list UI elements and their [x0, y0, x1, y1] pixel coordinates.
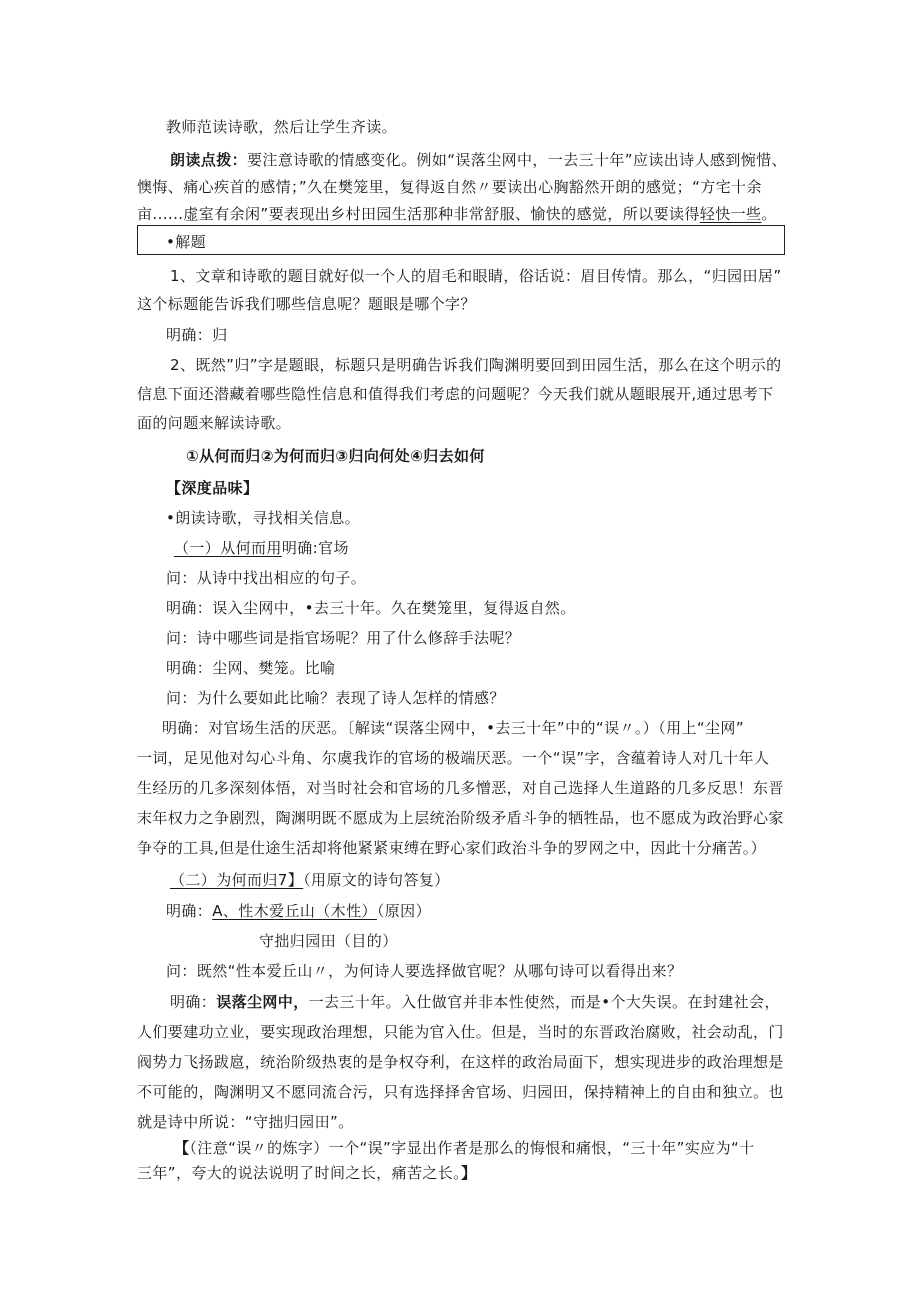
paragraph-line: 阀势力飞扬跋扈，统治阶级热衷的是争权夺利，在这样的政治局面下，想实现进步的政治理想是 — [137, 1053, 784, 1071]
underlined-text: 轻快一些 — [699, 205, 762, 223]
text-run: （用原文的诗句答复） — [303, 871, 450, 889]
text-run: 一去三十年。入仕做官并非本性使然，而是•个大失误。在封建社会， — [308, 993, 780, 1011]
paragraph-line — [174, 538, 349, 558]
reading-tip-label: 朗读点拨： — [170, 151, 248, 169]
text-run: （原因） — [376, 902, 431, 920]
text-run: 。 — [761, 205, 777, 223]
text-run: 明确:官场 — [281, 539, 349, 557]
question-list: ①从何而归②为何而归③归向何处④归去如何 — [186, 447, 485, 465]
paragraph-line — [170, 870, 450, 890]
paragraph-line: 明确：对官场生活的厌恶。〔解读“误落尘网中，•去三十年”中的“误〃。）（用上“尘网” — [162, 719, 745, 737]
text-run: 明确： — [166, 902, 213, 920]
paragraph-line — [137, 1163, 476, 1183]
paragraph-line — [170, 150, 787, 170]
paragraph-line: 生经历的几多深刻体悟，对当时社会和官场的几多憎恶，对自己选择人生道路的几多反思！东晋 — [137, 779, 784, 797]
paragraph-line: 信息下面还潜藏着哪些隐性信息和值得我们考虑的问题呢？今天我们就从题眼展开,通过思考下 — [137, 385, 774, 403]
bracket: 】 — [461, 1164, 477, 1182]
section-heading: •解题 — [166, 233, 207, 251]
paragraph-line: 明确：误入尘网中，•去三十年。久在樊笼里，复得返自然。 — [166, 599, 576, 617]
subheading: （一）从何而用 — [174, 539, 282, 557]
paragraph-line — [166, 901, 431, 921]
paragraph-line: 人们要建功立业，要实现政治理想，只能为官入仕。但是，当时的东晋政治腐败，社会动乱，门 — [137, 1023, 784, 1041]
paragraph-line: 教师范读诗歌，然后让学生齐读。 — [166, 118, 398, 136]
paragraph-line: 面的问题来解读诗歌。 — [137, 414, 292, 432]
paragraph-line: 1、文章和诗歌的题目就好似一个人的眉毛和眼睛，俗话说：眉目传情。那么，“归园田居” — [170, 267, 782, 285]
paragraph-line: 问：从诗中找出相应的句子。 — [166, 569, 367, 587]
text-run: 三年”，夸大的说法说明了时间之长，痛苦之长。 — [137, 1164, 462, 1182]
subheading: （二）为何而归7】 — [170, 871, 304, 889]
paragraph-line: 2、既然”归”字是题眼，标题只是明确告诉我们陶渊明要回到田园生活，那么在这个明示的 — [170, 356, 782, 374]
paragraph-line — [174, 1138, 755, 1158]
paragraph-line: 就是诗中所说：“守拙归园田”。 — [137, 1113, 354, 1131]
reading-tip-text: 要注意诗歌的情感变化。例如“误落尘网中，一去三十年”应读出诗人感到惋惜、 — [247, 151, 787, 169]
paragraph-line: 一词，足见他对勾心斗角、尔虞我诈的官场的极端厌恶。一个“误”字，含蕴着诗人对几十年人 — [137, 749, 770, 767]
paragraph-line — [137, 204, 777, 224]
text-run: （注意“误〃的炼字）一个“误”字显出作者是那么的悔恨和痛恨，“三十年”实应为“十 — [189, 1139, 755, 1157]
text-run: 亩......虚室有余闲”要表现出乡村田园生活那种非常舒服、愉快的感觉，所以要读得 — [137, 205, 700, 223]
paragraph-line: 末年权力之争剧烈，陶渊明既不愿成为上层统治阶级矛盾斗争的牺牲品，也不愿成为政治野心家 — [137, 809, 784, 827]
paragraph-line: 不可能的，陶渊明又不愿同流合污，只有选择择舍官场、归园田，保持精神上的自由和独立。也 — [137, 1083, 784, 1101]
paragraph-line: 明确：归 — [166, 326, 228, 344]
text-run: 明确： — [170, 993, 217, 1011]
bracket: 【 — [174, 1139, 190, 1157]
paragraph-line: 明确：尘网、樊笼。比喻 — [166, 659, 336, 677]
paragraph-line: 问：既然“性本爱丘山〃，为何诗人要选择做官呢？从哪句诗可以看得出来？ — [166, 962, 683, 980]
paragraph-line: •朗读诗歌，寻找相关信息。 — [166, 509, 361, 527]
paragraph-line: 问：为什么要如此比喻？表现了诗人怎样的情感？ — [166, 689, 505, 707]
underlined-text: A、性木爱丘山（木性） — [212, 902, 377, 920]
paragraph-line: 守拙归园田（目的） — [259, 932, 398, 950]
bold-text: 误落尘网中， — [216, 993, 309, 1011]
section-heading: 【深度品味】 — [166, 479, 259, 497]
section-box — [137, 225, 785, 255]
paragraph-line: 这个标题能告诉我们哪些信息呢？题眼是哪个字？ — [137, 295, 476, 313]
paragraph-line: 争夺的工具,但是仕途生活却将他紧紧束缚在野心家们政治斗争的罗网之中，因此十分痛苦。） — [137, 839, 767, 857]
paragraph-line: 问：诗中哪些词是指官场呢？用了什么修辞手法呢？ — [166, 629, 521, 647]
paragraph-line — [170, 992, 780, 1012]
paragraph-line: 懊悔、痛心疾首的感情；”久在樊笼里，复得返自然〃要读出心胸豁然开朗的感觉；“方宅十余 — [137, 178, 762, 196]
